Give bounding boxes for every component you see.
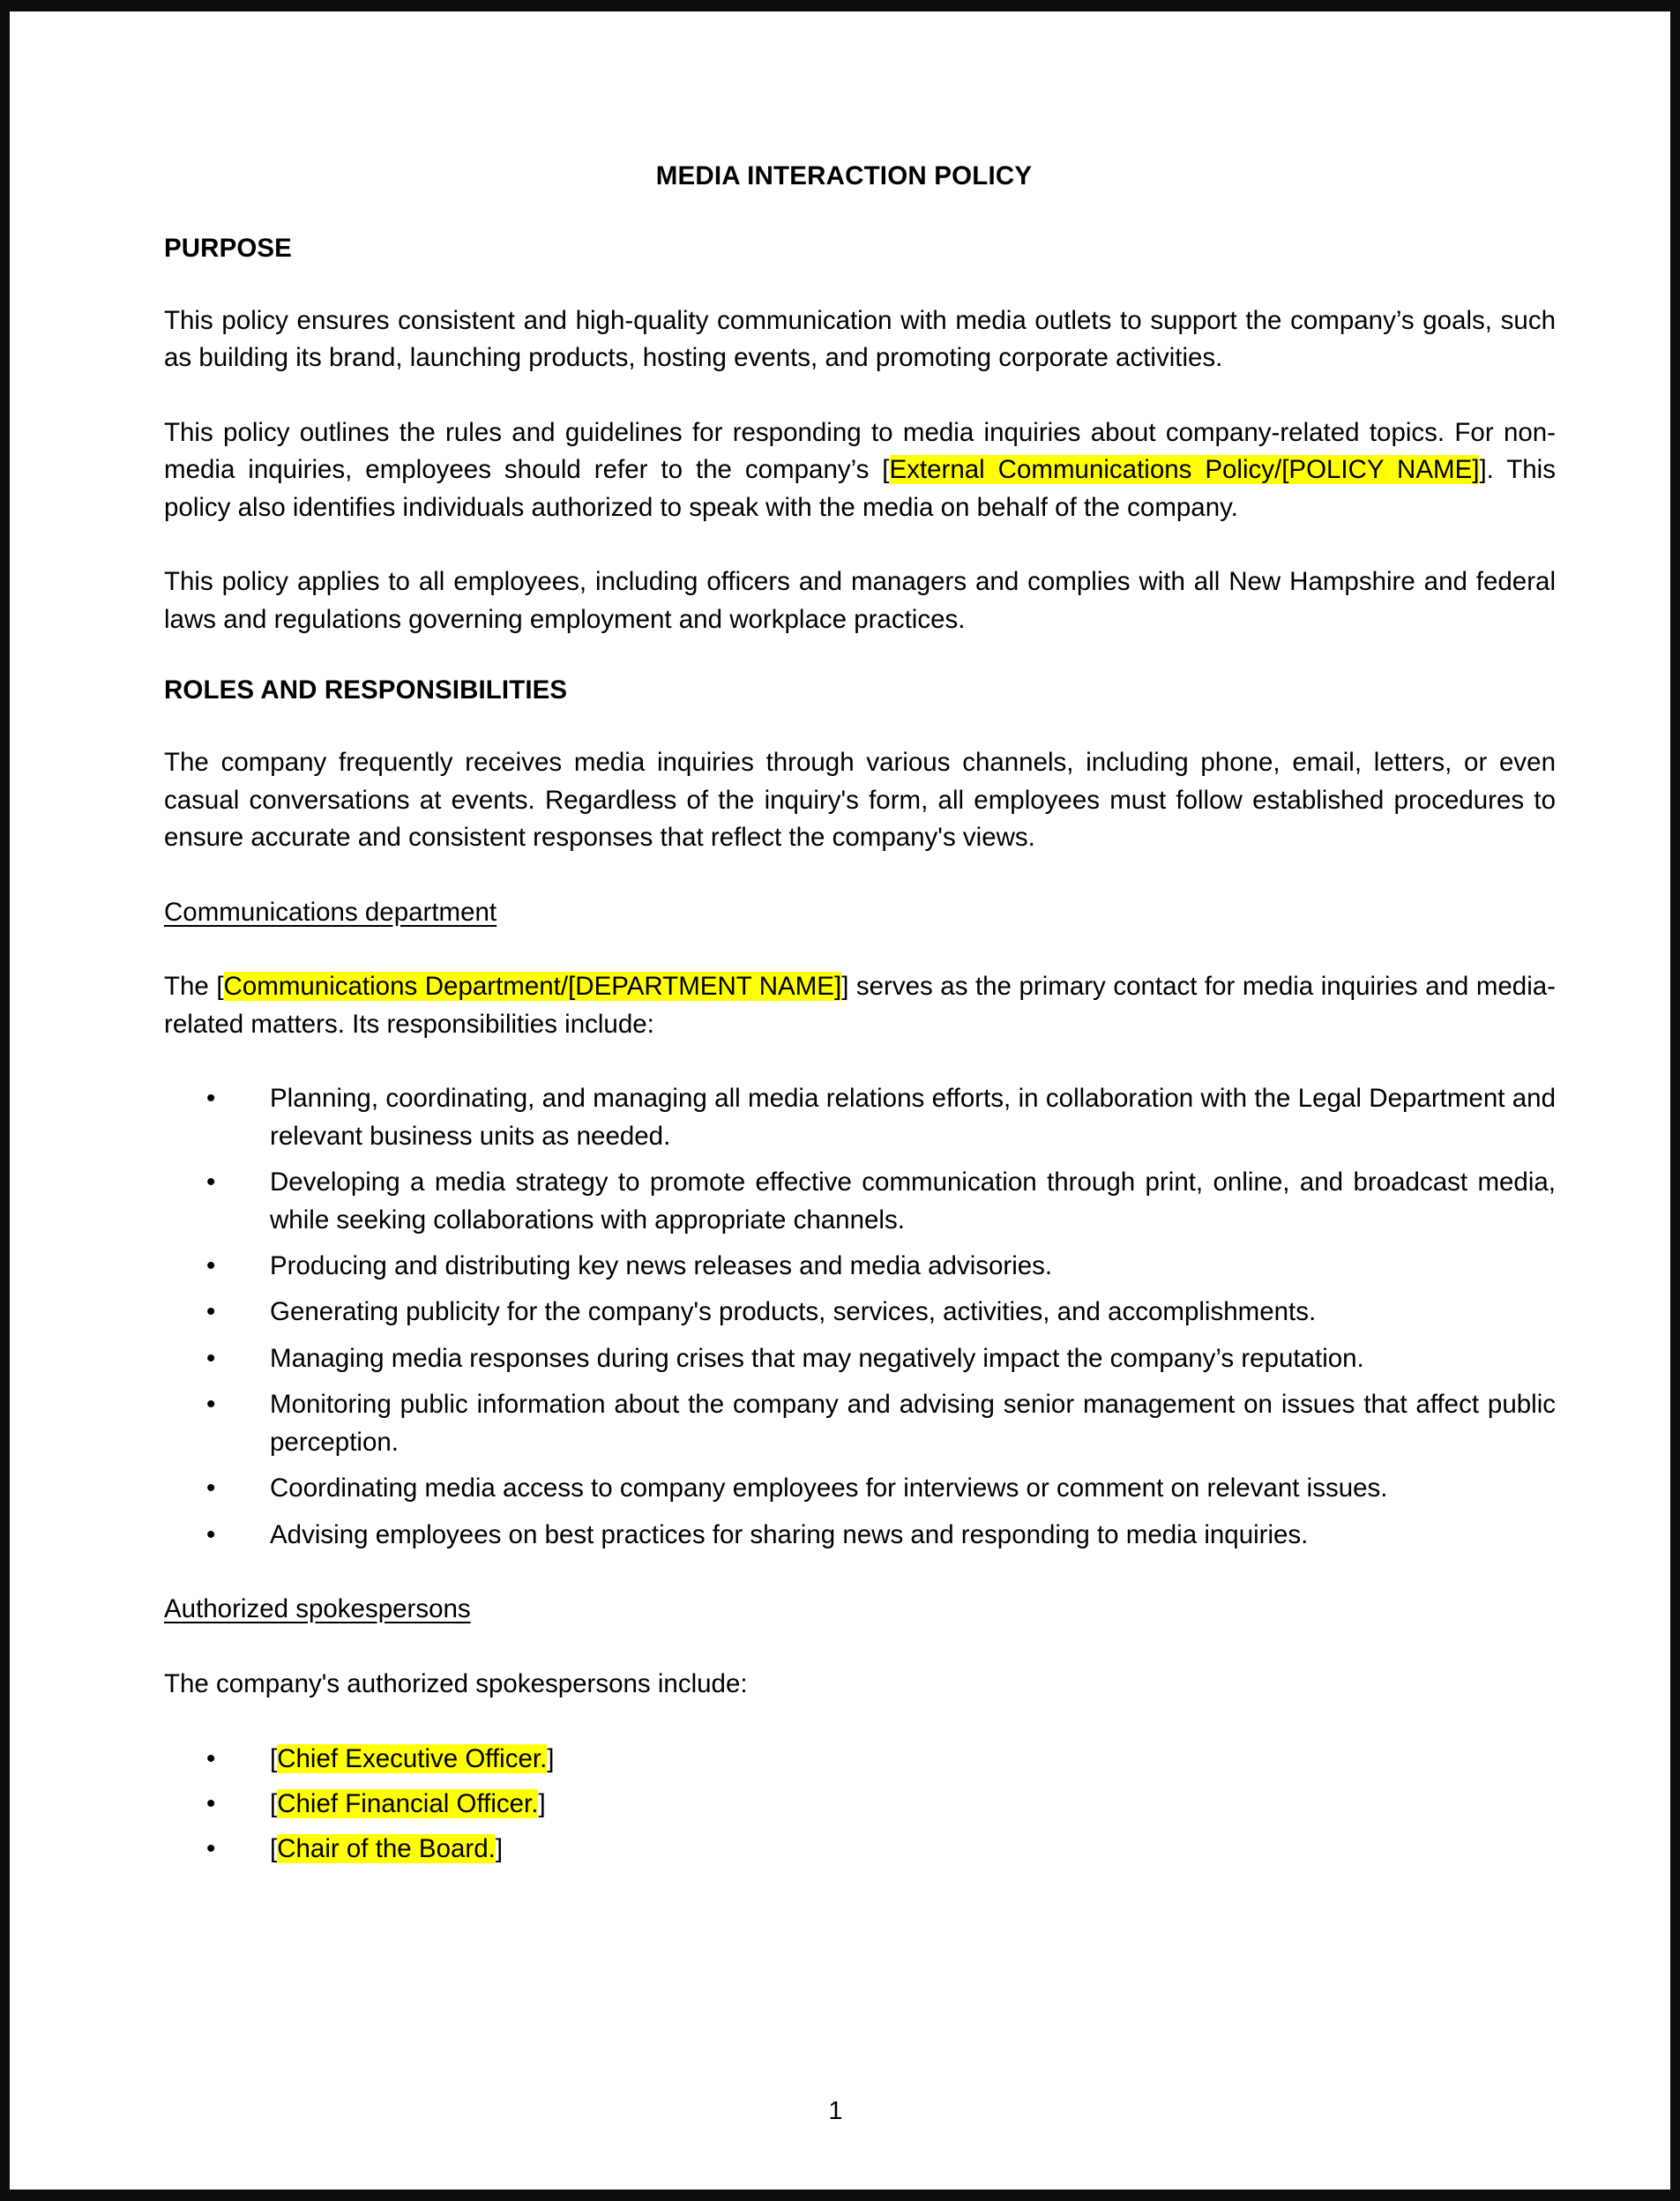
- spokesperson-close-bracket: ]: [495, 1833, 504, 1863]
- document-title: MEDIA INTERACTION POLICY: [655, 161, 1033, 190]
- list-item-text: Planning, coordinating, and managing all media relations efforts, in collaboration with the Legal Department and relevant business units as needed.: [270, 1084, 1556, 1151]
- purpose-p2-text-before: This policy outlines the rules and guidelines for responding to media inquiries about company-related topics. For non-media inquiries, employees should refer to the company’s [: [164, 417, 1556, 485]
- list-item: [164, 1248, 1556, 1285]
- bullet-icon: •: [206, 1084, 216, 1114]
- bullet-icon: •: [206, 1297, 216, 1327]
- spokesperson-highlight: Chair of the Board.: [277, 1833, 496, 1863]
- subheading-communications-department: [164, 894, 1556, 931]
- list-item: [164, 1164, 1556, 1239]
- authorized-spokespersons-list: [164, 1740, 1556, 1869]
- section-heading-purpose: PURPOSE: [164, 234, 292, 263]
- spokesperson-open-bracket: [: [270, 1833, 278, 1863]
- bullet-icon: •: [206, 1168, 216, 1197]
- bullet-icon: •: [206, 1390, 216, 1420]
- list-item-text: Advising employees on best practices for sharing news and responding to media inquiries.: [270, 1519, 1309, 1549]
- purpose-paragraph-1: This policy ensures consistent and high-quality communication with media outlets to support the company’s goals, such as building its brand, launching products, hosting events, and promoting corporate activities.: [164, 306, 1556, 373]
- spokesperson-close-bracket: ]: [547, 1744, 555, 1774]
- list-item: [164, 1740, 1556, 1779]
- bullet-icon: •: [206, 1519, 216, 1549]
- list-item: [164, 1785, 1556, 1824]
- purpose-p2-text-after: ]. This policy also identifies individuals authorized to speak with the media on behalf of the company.: [164, 455, 1556, 522]
- list-item: [164, 1340, 1556, 1377]
- list-item: [164, 1830, 1556, 1869]
- purpose-p2-highlight: External Communications Policy/[POLICY NAME]: [889, 455, 1480, 485]
- subheading-authorized-spokespersons: [164, 1591, 1556, 1628]
- list-item-text: Monitoring public information about the company and advising senior management on issues that affect public perception.: [270, 1390, 1556, 1457]
- bullet-icon: •: [206, 1474, 216, 1503]
- subheading-authorized-spokespersons-text: Authorized spokespersons: [164, 1594, 471, 1624]
- subheading-communications-department-text: Communications department: [164, 897, 497, 927]
- page-content: [10, 11, 1670, 2190]
- list-item-text: Managing media responses during crises that may negatively impact the company’s reputation.: [270, 1343, 1364, 1373]
- purpose-paragraph-2: [164, 414, 1556, 526]
- communications-department-responsibilities-list: [164, 1080, 1556, 1554]
- bullet-icon: •: [206, 1789, 216, 1819]
- bullet-icon: •: [206, 1744, 216, 1774]
- comm-dept-text-after: ] serves as the primary contact for media inquiries and media-related matters. Its responsibilities include:: [164, 972, 1556, 1039]
- list-item: [164, 1294, 1556, 1331]
- spokesperson-open-bracket: [: [270, 1789, 278, 1819]
- list-item-text: Developing a media strategy to promote effective communication through print, online, and broadcast media, while seeking collaborations with appropriate channels.: [270, 1168, 1556, 1235]
- bullet-icon: •: [206, 1250, 216, 1280]
- list-item: [164, 1386, 1556, 1461]
- comm-dept-highlight: Communications Department/[DEPARTMENT NAME]: [223, 972, 842, 1002]
- bullet-icon: •: [206, 1833, 216, 1863]
- section-heading-roles: ROLES AND RESPONSIBILITIES: [164, 675, 568, 705]
- bullet-icon: •: [206, 1343, 216, 1373]
- list-item: [164, 1470, 1556, 1507]
- spokesperson-highlight: Chief Executive Officer.: [277, 1744, 548, 1774]
- list-item-text: Coordinating media access to company employees for interviews or comment on relevant issues.: [270, 1474, 1388, 1503]
- list-item-text: Generating publicity for the company's products, services, activities, and accomplishments.: [270, 1297, 1317, 1327]
- authorized-spokespersons-lead: The company's authorized spokespersons include:: [164, 1668, 748, 1698]
- roles-intro-paragraph: The company frequently receives media inquiries through various channels, including phone, email, letters, or even casual conversations at events. Regardless of the inquiry's form, all employees must follow established procedures to ensure accurate and consistent responses that reflect the company's views.: [164, 748, 1556, 853]
- spokesperson-highlight: Chief Financial Officer.: [277, 1789, 539, 1819]
- spokesperson-close-bracket: ]: [538, 1789, 546, 1819]
- list-item-text: Producing and distributing key news releases and media advisories.: [270, 1250, 1053, 1280]
- purpose-paragraph-3: This policy applies to all employees, including officers and managers and complies with all New Hampshire and federal laws and regulations governing employment and workplace practices.: [164, 567, 1556, 634]
- list-item: [164, 1080, 1556, 1155]
- communications-department-lead: [164, 968, 1556, 1043]
- comm-dept-text-before: The [: [164, 972, 224, 1002]
- list-item: [164, 1517, 1556, 1554]
- page-number: 1: [828, 2097, 843, 2125]
- spokesperson-open-bracket: [: [270, 1744, 278, 1774]
